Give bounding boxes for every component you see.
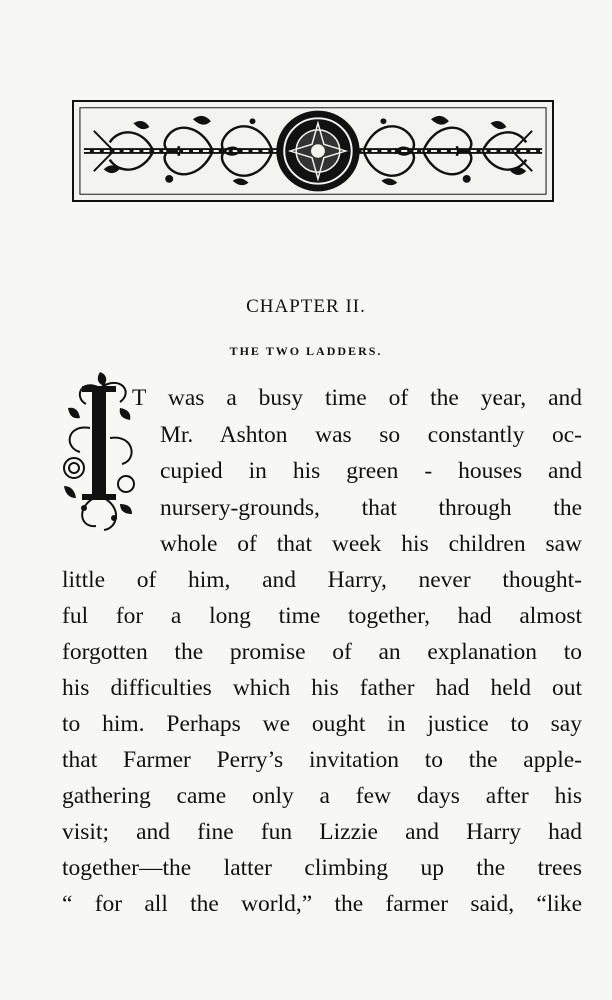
body-line-14: together—the latter climbing up the trees [62,857,582,881]
body-line-4: nursery-grounds, that through the [160,497,582,521]
body-line-11: that Farmer Perry’s invitation to the apple- [62,749,582,773]
body-line-8: forgotten the promise of an explanation to [62,641,582,665]
chapter-subtitle: THE TWO LADDERS. [229,344,383,358]
body-line-15: “ for all the world,” the farmer said, “like [62,893,582,917]
body-line-12: gathering came only a few days after his [62,785,582,809]
body-line-10: to him. Perhaps we ought in justice to say [62,713,582,737]
body-line-2: Mr. Ashton was so constantly oc- [160,424,582,448]
body-line-3: cupied in his green - houses and [160,460,582,484]
body-line-13: visit; and fine fun Lizzie and Harry had [62,821,582,845]
body-line-5: whole of that week his children saw [160,533,582,557]
body-line-6: little of him, and Harry, never thought- [62,569,582,593]
body-line-1: T was a busy time of the year, and [132,387,582,411]
floral-headpiece-icon [72,100,554,202]
chapter-title: CHAPTER II. [246,296,366,317]
body-line-7: ful for a long time together, had almost [62,605,582,629]
body-line-9: his difficulties which his father had held out [62,677,582,701]
